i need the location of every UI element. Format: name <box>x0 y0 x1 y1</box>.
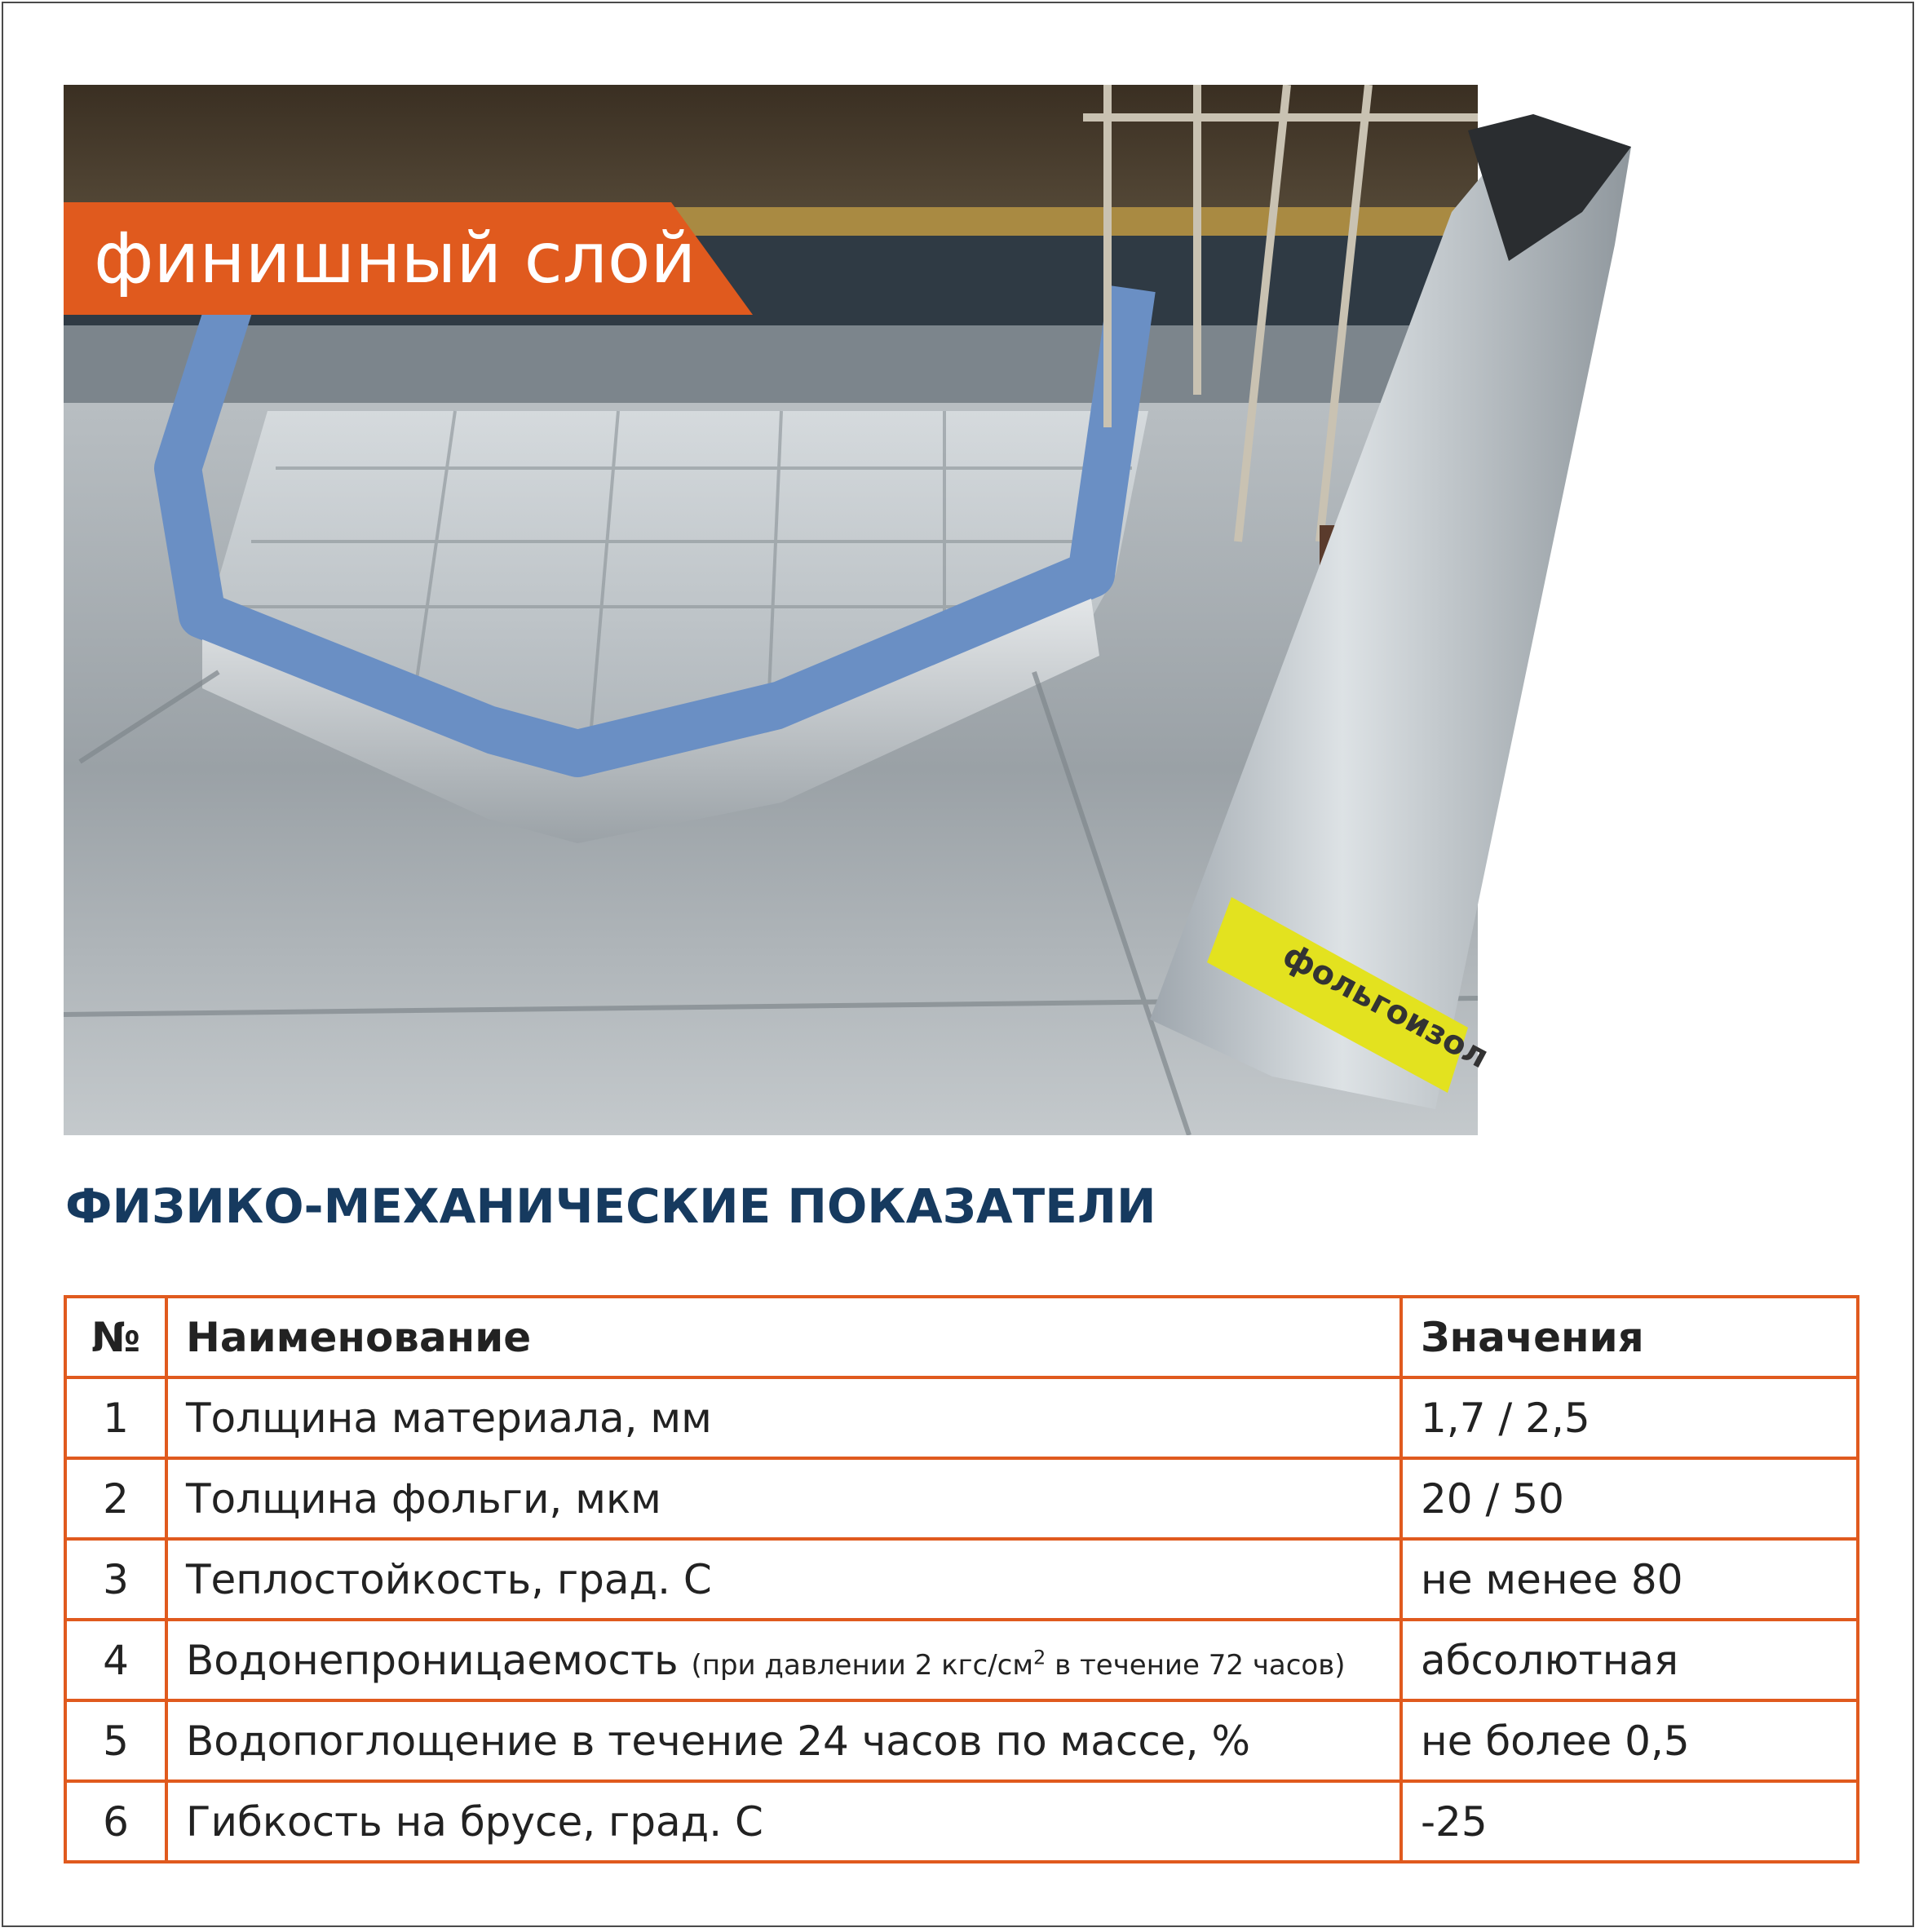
table-row <box>65 1700 1858 1781</box>
row-num: 6 <box>65 1781 166 1862</box>
row-note-after: в течение 72 часов) <box>1046 1648 1346 1682</box>
header-num: № <box>65 1297 166 1377</box>
table-row <box>65 1781 1858 1862</box>
row-num: 4 <box>65 1620 166 1700</box>
header-value: Значения <box>1401 1297 1858 1377</box>
table-row <box>65 1620 1858 1700</box>
row-name: Водопоглощение в течение 24 часов по массе, % <box>166 1700 1401 1781</box>
row-value: -25 <box>1401 1781 1858 1862</box>
row-name-with-note <box>166 1620 1401 1700</box>
row-value: 1,7 / 2,5 <box>1401 1377 1858 1458</box>
row-name: Толщина фольги, мкм <box>166 1458 1401 1539</box>
row-num: 2 <box>65 1458 166 1539</box>
table-row <box>65 1458 1858 1539</box>
row-name: Толщина материала, мм <box>166 1377 1401 1458</box>
row-num: 3 <box>65 1539 166 1620</box>
row-name: Гибкость на брусе, град. С <box>166 1781 1401 1862</box>
row-value: не более 0,5 <box>1401 1700 1858 1781</box>
table-row <box>65 1377 1858 1458</box>
row-value: 20 / 50 <box>1401 1458 1858 1539</box>
row-value: абсолютная <box>1401 1620 1858 1700</box>
header-name: Наименование <box>166 1297 1401 1377</box>
row-num: 5 <box>65 1700 166 1781</box>
roll-label: фольгоизол <box>1276 936 1495 1077</box>
table-row <box>65 1539 1858 1620</box>
badge-label: финишный слой <box>94 218 696 299</box>
table-header-row <box>65 1297 1858 1377</box>
row-note <box>691 1646 1346 1682</box>
row-note-sup: 2 <box>1033 1646 1046 1669</box>
row-name: Теплостойкость, град. С <box>166 1539 1401 1620</box>
row-note-before: (при давлении 2 кгс/см <box>691 1648 1034 1682</box>
row-name: Водонепроницаемость <box>186 1636 679 1684</box>
row-num: 1 <box>65 1377 166 1458</box>
section-title: ФИЗИКО-МЕХАНИЧЕСКИЕ ПОКАЗАТЕЛИ <box>65 1178 1156 1234</box>
foil-roll-image <box>1125 98 1664 1158</box>
row-value: не менее 80 <box>1401 1539 1858 1620</box>
specs-table <box>64 1295 1859 1863</box>
